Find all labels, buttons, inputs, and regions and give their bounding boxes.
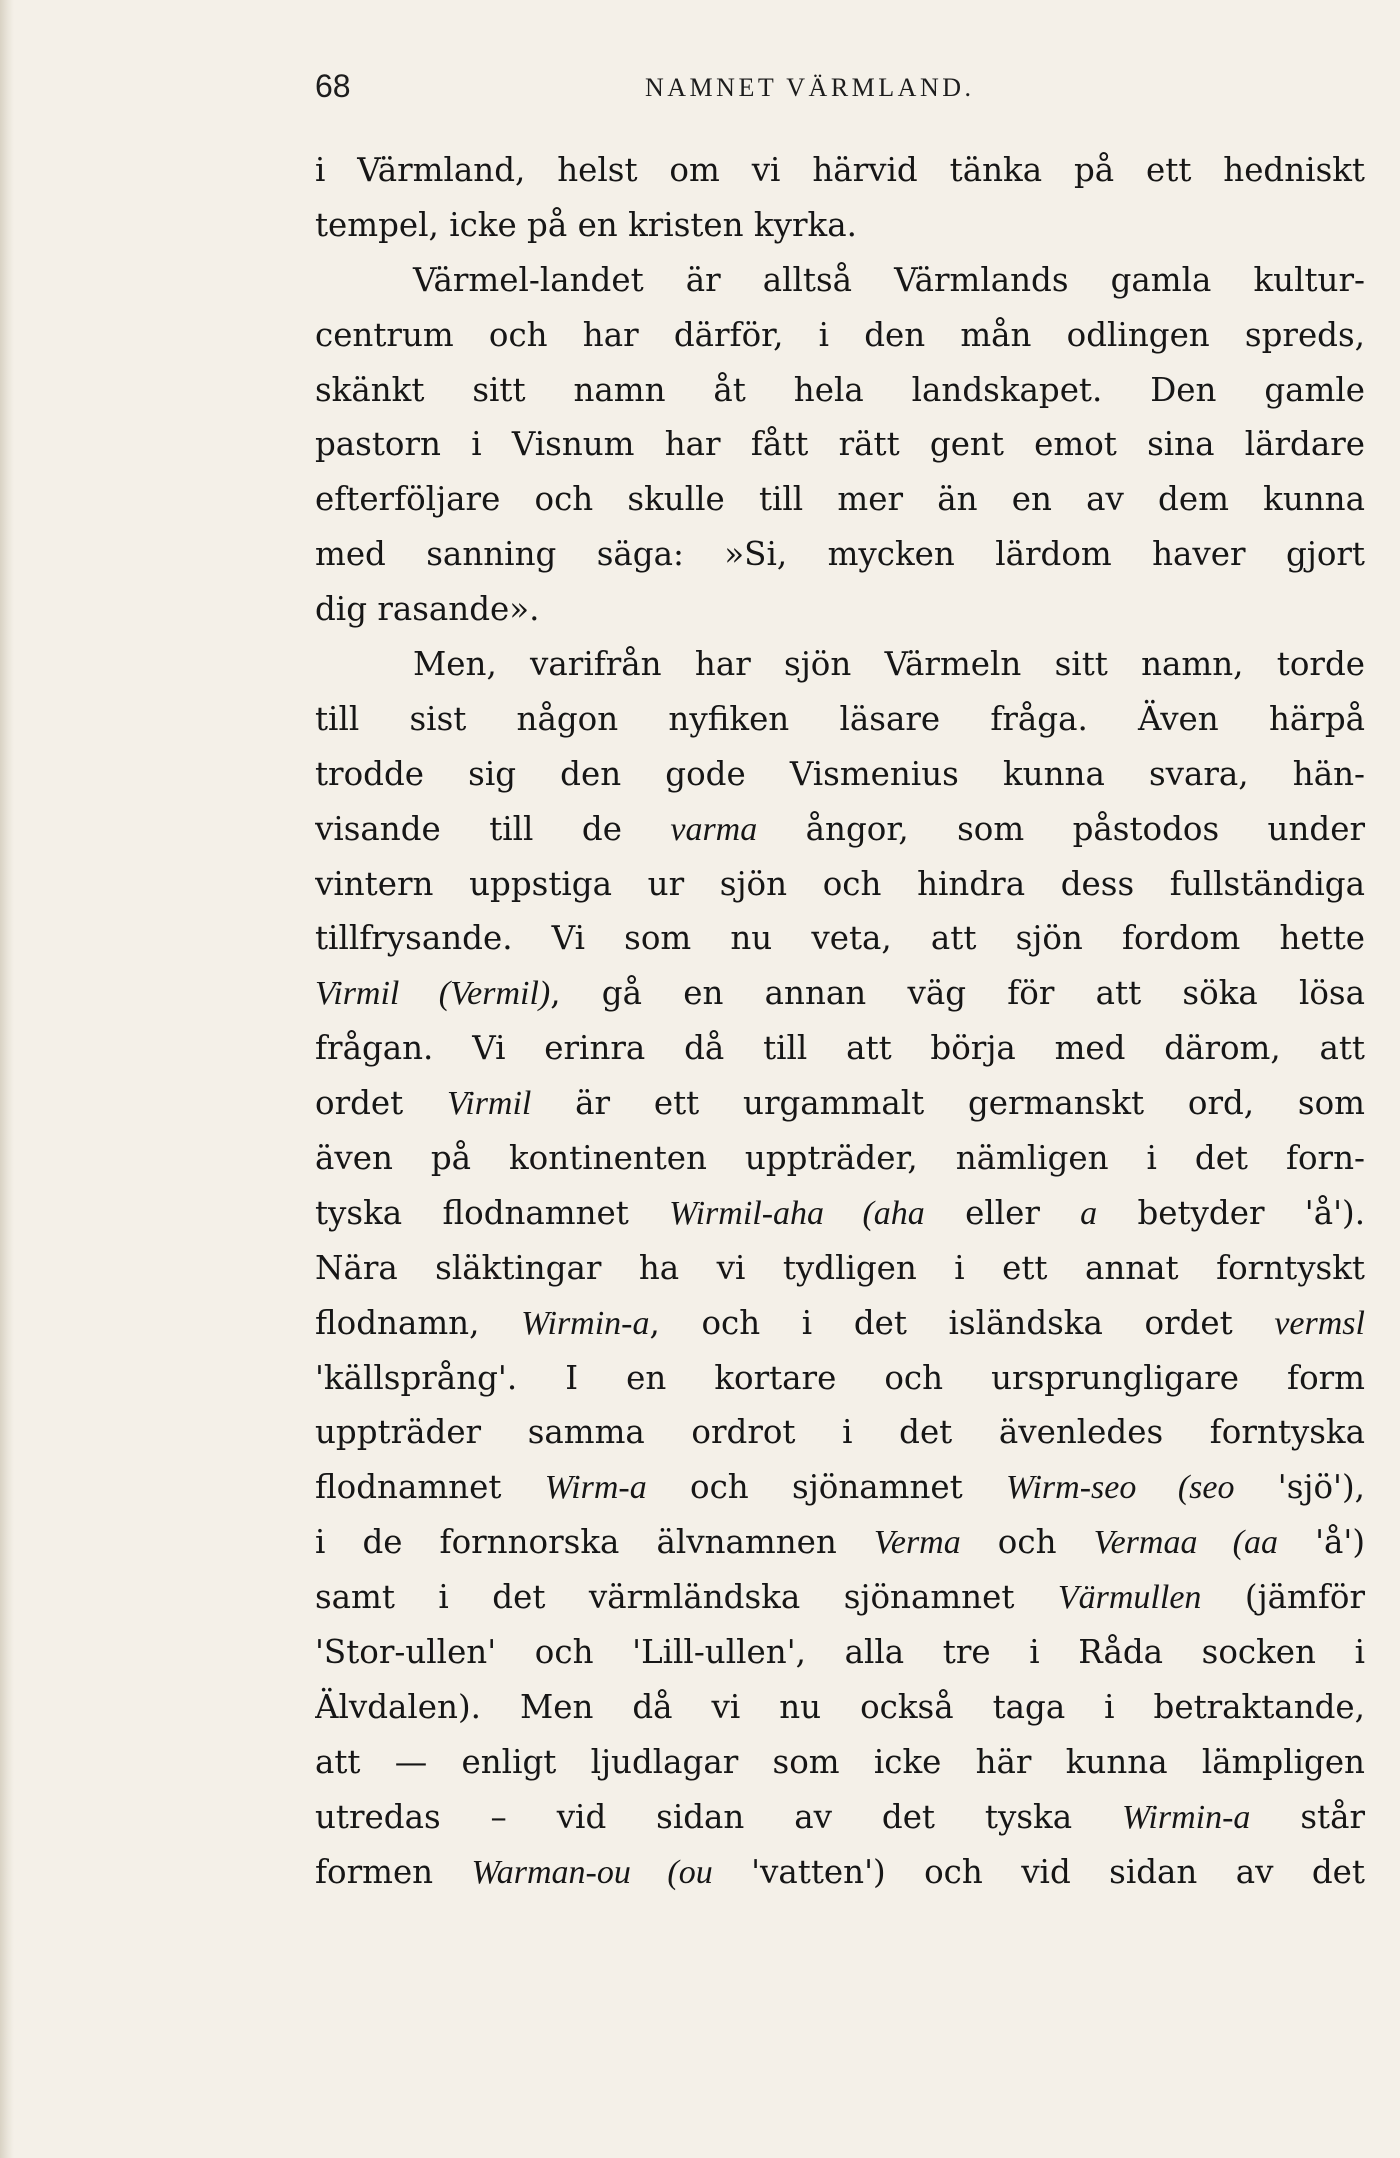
text-segment: betyder 'å'). <box>1097 1193 1365 1232</box>
text-line <box>315 253 1365 308</box>
text-segment: Älvdalen). Men då vi nu också taga i betraktande, <box>315 1687 1365 1726</box>
page-edge <box>0 0 14 2158</box>
text-segment: Nära släktingar ha vi tydligen i ett annat forntyskt <box>315 1248 1365 1287</box>
italic-term: Verma <box>873 1524 961 1562</box>
text-segment: flodnamn, <box>315 1303 522 1342</box>
text-segment: Värmel-landet är alltså Värmlands gamla kultur- <box>413 260 1365 299</box>
text-segment: ångor, som påstodos under <box>757 809 1365 848</box>
text-line <box>315 1405 1365 1460</box>
text-segment: , gå en annan väg för att söka lösa <box>550 974 1365 1013</box>
text-line <box>315 1460 1365 1515</box>
italic-term: Wirm-seo (seo <box>1006 1469 1235 1507</box>
text-line <box>315 1131 1365 1186</box>
text-segment: i Värmland, helst om vi härvid tänka på ett hedniskt <box>315 151 1365 189</box>
text-segment: vintern uppstiga ur sjön och hindra dess fullständiga <box>315 864 1365 903</box>
text-segment: centrum och har därför, i den mån odlingen spreds, <box>315 315 1365 354</box>
text-line <box>315 308 1365 363</box>
body-text <box>315 143 1365 1891</box>
text-segment: eller <box>924 1193 1081 1232</box>
text-segment: trodde sig den gode Vismenius kunna svara, hän- <box>315 754 1365 793</box>
text-line <box>315 1186 1365 1241</box>
text-line <box>315 143 1365 198</box>
text-segment: tempel, icke på en kristen kyrka. <box>315 205 857 244</box>
italic-term: Wirm-a <box>544 1469 647 1507</box>
text-line <box>315 1241 1365 1296</box>
text-segment: 'å') <box>1278 1523 1365 1562</box>
text-segment: står <box>1250 1797 1365 1836</box>
text-line <box>315 363 1365 418</box>
text-segment: 'sjö'), <box>1234 1468 1365 1507</box>
text-line <box>315 1625 1365 1680</box>
text-line <box>315 911 1365 966</box>
text-line <box>315 802 1365 857</box>
text-segment: tyska flodnamnet <box>315 1193 670 1232</box>
text-line <box>315 637 1365 692</box>
italic-term: varma <box>670 810 758 848</box>
text-segment: Men, varifrån har sjön Värmeln sitt namn, torde <box>413 645 1365 684</box>
text-segment: flodnamnet <box>315 1468 545 1507</box>
text-line <box>315 1735 1365 1790</box>
text-line <box>315 1351 1365 1406</box>
italic-term: Wirmin-a <box>521 1304 650 1342</box>
italic-term: Vermaa (aa <box>1093 1524 1279 1562</box>
text-segment: pastorn i Visnum har fått rätt gent emot sina lärdare <box>315 425 1365 464</box>
text-segment: visande till de <box>315 809 671 848</box>
italic-term: Virmil (Vermil) <box>315 975 551 1013</box>
text-segment: att — enligt ljudlagar som icke här kunna lämpligen <box>315 1742 1365 1781</box>
text-segment: och <box>960 1523 1094 1562</box>
text-line <box>315 1076 1365 1131</box>
text-segment: , och i det isländska ordet <box>649 1303 1275 1342</box>
text-segment: ordet <box>315 1084 447 1123</box>
text-line <box>315 527 1365 582</box>
italic-term: Wirmil-aha (aha <box>669 1194 925 1232</box>
text-line <box>315 1845 1365 1900</box>
text-segment: till sist någon nyfiken läsare fråga. Även härpå <box>315 699 1365 738</box>
text-segment: även på kontinenten uppträder, nämligen i det forn- <box>315 1139 1365 1178</box>
text-segment: och sjönamnet <box>646 1468 1007 1507</box>
text-line <box>315 417 1365 472</box>
italic-term: Warman-ou (ou <box>471 1853 713 1891</box>
text-segment: uppträder samma ordrot i det ävenledes forntyska <box>315 1413 1365 1452</box>
page-number: 68 <box>315 68 351 104</box>
text-line <box>315 1021 1365 1076</box>
text-line <box>315 1296 1365 1351</box>
text-line <box>315 1570 1365 1625</box>
text-segment: 'källsprång'. I en kortare och ursprungligare form <box>315 1358 1365 1397</box>
text-segment: efterföljare och skulle till mer än en av dem kunna <box>315 480 1365 519</box>
text-segment: med sanning säga: »Si, mycken lärdom haver gjort <box>315 535 1365 574</box>
text-line <box>315 692 1365 747</box>
running-head: NAMNET VÄRMLAND. <box>645 73 975 102</box>
text-line <box>315 747 1365 802</box>
text-segment: skänkt sitt namn åt hela landskapet. Den gamle <box>315 370 1365 409</box>
text-segment: samt i det värmländska sjönamnet <box>315 1578 1058 1617</box>
text-line <box>315 857 1365 912</box>
italic-term: Virmil <box>447 1085 532 1123</box>
text-line <box>315 582 1365 637</box>
text-line <box>315 1515 1365 1570</box>
text-segment: frågan. Vi erinra då till att börja med därom, att <box>315 1029 1365 1068</box>
text-segment: 'Stor-ullen' och 'Lill-ullen', alla tre i Råda socken i <box>315 1633 1365 1672</box>
text-segment: dig rasande». <box>315 590 540 629</box>
italic-term: vermsl <box>1274 1304 1365 1342</box>
italic-term: a <box>1080 1194 1098 1232</box>
text-segment: tillfrysande. Vi som nu veta, att sjön fordom hette <box>315 919 1365 958</box>
text-line <box>315 472 1365 527</box>
text-segment: formen <box>315 1852 472 1891</box>
text-segment: är ett urgammalt germanskt ord, som <box>531 1084 1365 1123</box>
text-line <box>315 966 1365 1021</box>
text-line <box>315 1680 1365 1735</box>
text-segment: 'vatten') och vid sidan av det <box>712 1852 1365 1891</box>
page-header <box>315 64 1365 110</box>
italic-term: Wirmin-a <box>1121 1798 1251 1836</box>
italic-term: Värmullen <box>1057 1579 1202 1617</box>
text-line <box>315 198 1365 253</box>
text-segment: utredas – vid sidan av det tyska <box>315 1797 1122 1836</box>
text-segment: (jämför <box>1201 1578 1365 1617</box>
text-line <box>315 1790 1365 1845</box>
text-segment: i de fornnorska älvnamnen <box>315 1523 874 1562</box>
